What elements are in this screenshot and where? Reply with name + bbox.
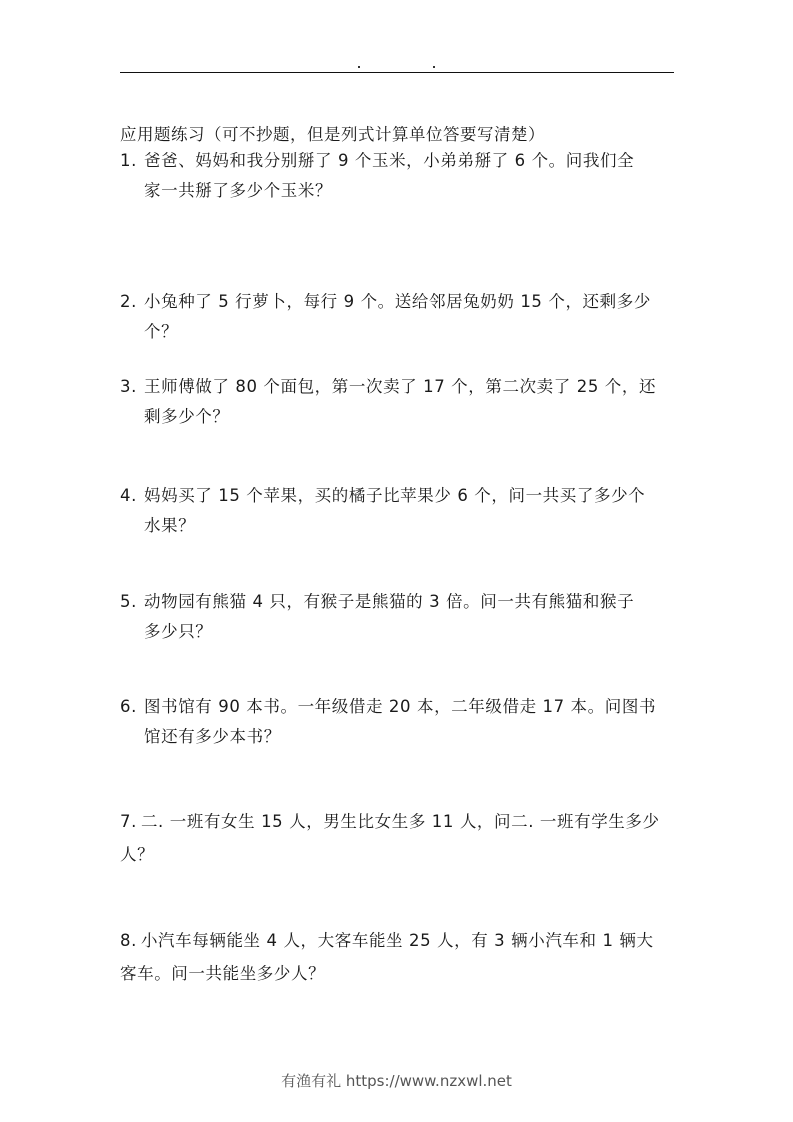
question-text: 妈妈买了 15 个苹果，买的橘子比苹果少 6 个，问一共买了多少个 xyxy=(144,486,646,505)
question-text-continued: 个？ xyxy=(144,322,179,341)
question-text: 图书馆有 90 本书。一年级借走 20 本，二年级借走 17 本。问图书 xyxy=(144,697,657,716)
question-text-continued: 多少只？ xyxy=(144,622,213,641)
question-number: 6. xyxy=(120,697,137,716)
question-text-continued: 剩多少个？ xyxy=(144,407,230,426)
footer-watermark: 有渔有礼 https://www.nzxwl.net xyxy=(281,1072,512,1090)
question-8 xyxy=(120,924,676,990)
question-number: 4. xyxy=(120,486,137,505)
header-mark xyxy=(433,66,435,68)
question-text: 爸爸、妈妈和我分别掰了 9 个玉米，小弟弟掰了 6 个。问我们全 xyxy=(144,151,635,170)
question-text-continued: 水果？ xyxy=(144,516,196,535)
question-text-continued: 家一共掰了多少个玉米？ xyxy=(144,181,333,200)
header-mark xyxy=(358,66,360,68)
question-4 xyxy=(120,481,676,541)
question-1 xyxy=(120,146,676,206)
question-text-continued: 客车。问一共能坐多少人？ xyxy=(120,964,326,983)
question-number: 7. xyxy=(120,812,137,831)
question-7 xyxy=(120,805,676,871)
question-number: 2. xyxy=(120,292,137,311)
question-text: 小汽车每辆能坐 4 人，大客车能坐 25 人，有 3 辆小汽车和 1 辆大 xyxy=(140,931,654,950)
question-3 xyxy=(120,372,676,432)
question-2 xyxy=(120,287,676,347)
question-number: 1. xyxy=(120,151,137,170)
question-text: 动物园有熊猫 4 只，有猴子是熊猫的 3 倍。问一共有熊猫和猴子 xyxy=(144,592,635,611)
page-title: 应用题练习（可不抄题，但是列式计算单位答要写清楚） xyxy=(120,125,545,144)
question-text: 小兔种了 5 行萝卜，每行 9 个。送给邻居兔奶奶 15 个，还剩多少 xyxy=(144,292,651,311)
question-number: 5. xyxy=(120,592,137,611)
question-5 xyxy=(120,587,676,647)
question-number: 3. xyxy=(120,377,137,396)
question-6 xyxy=(120,692,676,752)
question-text-continued: 人？ xyxy=(120,845,155,864)
question-text: 王师傅做了 80 个面包，第一次卖了 17 个，第二次卖了 25 个，还 xyxy=(144,377,657,396)
question-text: 二. 一班有女生 15 人，男生比女生多 11 人，问二. 一班有学生多少 xyxy=(140,812,660,831)
question-text-continued: 馆还有多少本书？ xyxy=(144,727,281,746)
question-number: 8. xyxy=(120,931,137,950)
header-rule xyxy=(120,72,674,73)
